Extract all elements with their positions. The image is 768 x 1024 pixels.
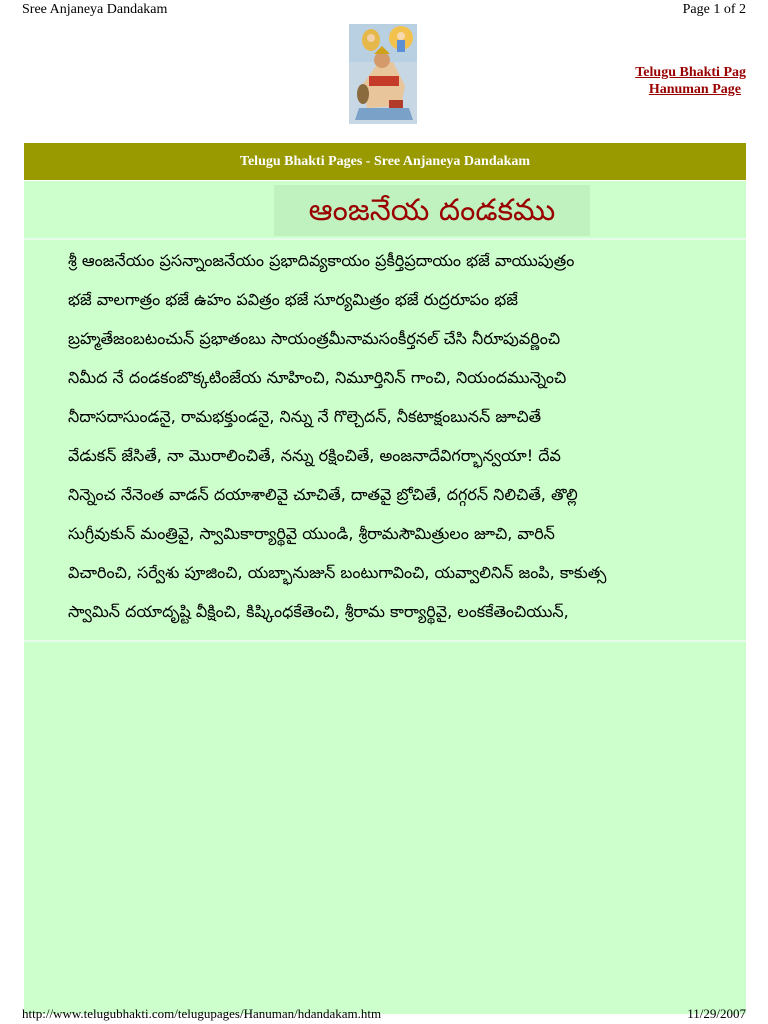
verse-line: స్వామిన్ దయాదృష్టి వీక్షించి, కిష్కింధకేతెంచి, శ్రీరామ కార్యార్థివై, లంకకేతెంచియున్, <box>68 602 569 621</box>
page-title-bar: Telugu Bhakti Pages - Sree Anjaneya Dandakam <box>24 143 746 180</box>
content-panel <box>24 181 746 1014</box>
hanuman-illustration <box>349 24 417 124</box>
verse-line: భజే వాలగాత్రం భజే ఉహం పవిత్రం భజే సూర్యమిత్రం భజే రుద్రరూపం భజే <box>68 290 518 309</box>
verse-line: వేడుకన్ జేసితే, నా మొరాలించితే, నన్ను రక్షించితే, అంజనాదేవిగర్భాన్వయా! దేవ <box>68 446 561 465</box>
divider <box>24 640 746 642</box>
verse-line: విచారించి, సర్వేశు పూజించి, యబ్భానుజున్ బంటుగావించి, యవ్వాలినిన్ జంపి, కాకుత్స <box>68 563 607 582</box>
hanuman-page-link[interactable]: Hanuman Page <box>648 82 741 97</box>
telugu-bhakti-link[interactable]: Telugu Bhakti Pag <box>635 65 746 80</box>
verse-line: సుగ్రీవుకున్ మంత్రివై, స్వామికార్యార్థివై యుండి, శ్రీరామసౌమిత్రులం జూచి, వారిన్ <box>68 524 555 543</box>
verse-text <box>68 241 746 631</box>
print-footer-url: http://www.telugubhakti.com/telugupages/Hanuman/hdandakam.htm <box>22 1006 382 1021</box>
verse-line: బ్రహ్మతేజంబటంచున్ ప్రభాతంబు సాయంత్రమీనామసంకీర్తనల్ చేసి నీరూపువర్ణించి <box>68 329 561 348</box>
verse-line: నిమీద నే దండకంబొక్కటింజేయ నూహించి, నిమూర్తినిన్ గాంచి, నియందమున్నెంచి <box>68 368 567 387</box>
top-links <box>635 64 746 98</box>
divider <box>24 238 746 240</box>
verse-line: శ్రీ ఆంజనేయం ప్రసన్నాంజనేయం ప్రభాదివ్యకాయం ప్రకీర్తిప్రదాయం భజే వాయుపుత్రం <box>68 251 575 270</box>
print-header-title: Sree Anjaneya Dandakam <box>22 2 168 17</box>
verse-line: నిన్నెంచ నేనెంత వాడన్ దయాశాలివై చూచితే, దాతవై బ్రోచితే, దగ్గరన్ నిలిచితే, తొల్లి <box>68 485 578 504</box>
print-footer-date: 11/29/2007 <box>687 1006 746 1021</box>
print-header-page-number: Page 1 of 2 <box>682 2 746 17</box>
verse-line: నీదాసదాసుండనై, రామభక్తుండనై, నిన్ను నే గొల్చెదన్, నీకటాక్షంబునన్ జూచితే <box>68 407 542 426</box>
hanuman-picture-icon <box>349 24 417 124</box>
section-heading: ఆంజనేయ దండకము <box>274 185 590 236</box>
